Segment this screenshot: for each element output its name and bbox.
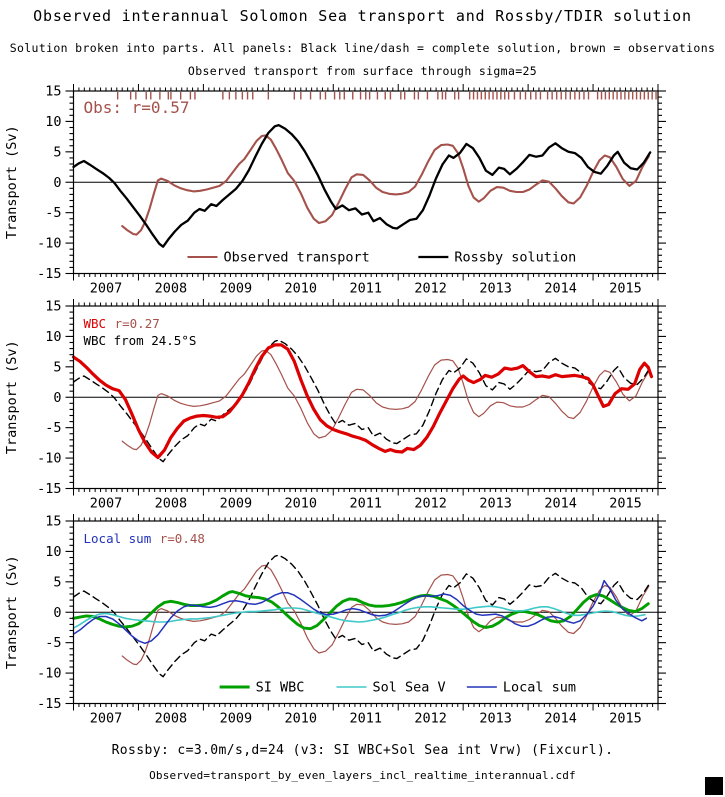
- x-year-label: 2007: [89, 280, 123, 297]
- y-axis-title: Transport (Sv): [4, 555, 20, 670]
- panel-annotation: r=0.48: [159, 531, 205, 546]
- figure-subtitle-line2: Observed transport from surface through sigma=25: [187, 64, 538, 78]
- x-year-label: 2013: [479, 280, 512, 297]
- y-tick-label: -5: [45, 635, 62, 652]
- legend-label: SI WBC: [255, 679, 305, 696]
- y-axis-title: Transport (Sv): [4, 125, 20, 240]
- x-year-label: 2014: [544, 710, 577, 727]
- panel-annotation: Obs: r=0.57: [83, 98, 190, 117]
- x-year-label: 2008: [154, 280, 188, 297]
- x-year-label: 2007: [89, 495, 123, 512]
- x-year-label: 2014: [544, 495, 577, 512]
- corner-black-square: [705, 777, 723, 795]
- series-obs: [122, 135, 649, 234]
- y-tick-label: 15: [45, 513, 62, 530]
- x-year-label: 2007: [89, 710, 123, 727]
- x-year-label: 2015: [609, 495, 642, 512]
- legend-label: Sol Sea V: [372, 679, 446, 696]
- y-tick-label: 0: [53, 389, 62, 406]
- y-tick-label: 5: [53, 574, 62, 591]
- x-year-label: 2011: [349, 710, 383, 727]
- series-obs: [122, 350, 649, 449]
- series-wbc: [74, 345, 652, 458]
- x-year-label: 2009: [219, 710, 253, 727]
- figure-title: Observed interannual Solomon Sea transport and Rossby/TDIR solution: [33, 7, 692, 25]
- x-year-label: 2010: [284, 280, 318, 297]
- x-year-label: 2010: [284, 710, 318, 727]
- legend-label: Observed transport: [223, 249, 370, 266]
- y-tick-label: 15: [45, 298, 62, 315]
- y-tick-label: 0: [53, 604, 62, 621]
- y-tick-label: 10: [45, 543, 62, 560]
- panel-local-sum-part: [4, 514, 666, 727]
- figure-subtitle-line1: Solution broken into parts. All panels: Black line/dash = complete solution, brown = observations: [9, 41, 716, 55]
- panel-obs-vs-rossby: [4, 84, 666, 297]
- y-tick-label: -10: [37, 235, 62, 252]
- x-year-label: 2013: [479, 495, 512, 512]
- panel-annotation: Local sum: [83, 531, 152, 546]
- obs-time-rug: [118, 92, 656, 100]
- x-year-label: 2009: [219, 280, 253, 297]
- figure-caption-observed-file: Observed=transport_by_even_layers_incl_realtime_interannual.cdf: [149, 769, 576, 782]
- x-year-label: 2008: [154, 710, 188, 727]
- y-tick-label: 5: [53, 144, 62, 161]
- x-year-label: 2010: [284, 495, 318, 512]
- x-year-label: 2011: [349, 280, 383, 297]
- series-rossby: [74, 340, 651, 462]
- y-tick-label: -5: [45, 205, 62, 222]
- x-year-label: 2011: [349, 495, 383, 512]
- panel-annotation: r=0.27: [114, 316, 160, 331]
- x-year-label: 2008: [154, 495, 188, 512]
- x-year-label: 2013: [479, 710, 512, 727]
- y-tick-label: 10: [45, 113, 62, 130]
- y-tick-label: 0: [53, 174, 62, 191]
- panel-wbc-part: [4, 299, 666, 512]
- x-year-label: 2012: [414, 710, 447, 727]
- y-tick-label: -15: [37, 266, 62, 282]
- x-year-label: 2009: [219, 495, 253, 512]
- x-year-label: 2014: [544, 280, 577, 297]
- panel-annotation: WBC from 24.5°S: [83, 333, 197, 348]
- y-tick-label: -15: [37, 696, 62, 712]
- x-year-label: 2012: [414, 280, 447, 297]
- legend-label: Local sum: [502, 679, 577, 696]
- y-tick-label: -10: [37, 665, 62, 682]
- y-tick-label: -10: [37, 450, 62, 467]
- y-axis-title: Transport (Sv): [4, 340, 20, 455]
- x-year-label: 2012: [414, 495, 447, 512]
- panel-annotation: WBC: [83, 316, 107, 331]
- y-tick-label: -5: [45, 420, 62, 437]
- x-year-label: 2015: [609, 280, 642, 297]
- y-tick-label: 5: [53, 359, 62, 376]
- series-rossby: [74, 125, 651, 247]
- series-rossby: [74, 555, 651, 677]
- figure-caption-rossby-params: Rossby: c=3.0m/s,d=24 (v3: SI WBC+Sol Sea int Vrw) (Fixcurl).: [111, 743, 614, 758]
- legend-label: Rossby solution: [454, 249, 577, 266]
- x-year-label: 2015: [609, 710, 642, 727]
- y-tick-label: 15: [45, 83, 62, 100]
- y-tick-label: -15: [37, 481, 62, 497]
- y-tick-label: 10: [45, 328, 62, 345]
